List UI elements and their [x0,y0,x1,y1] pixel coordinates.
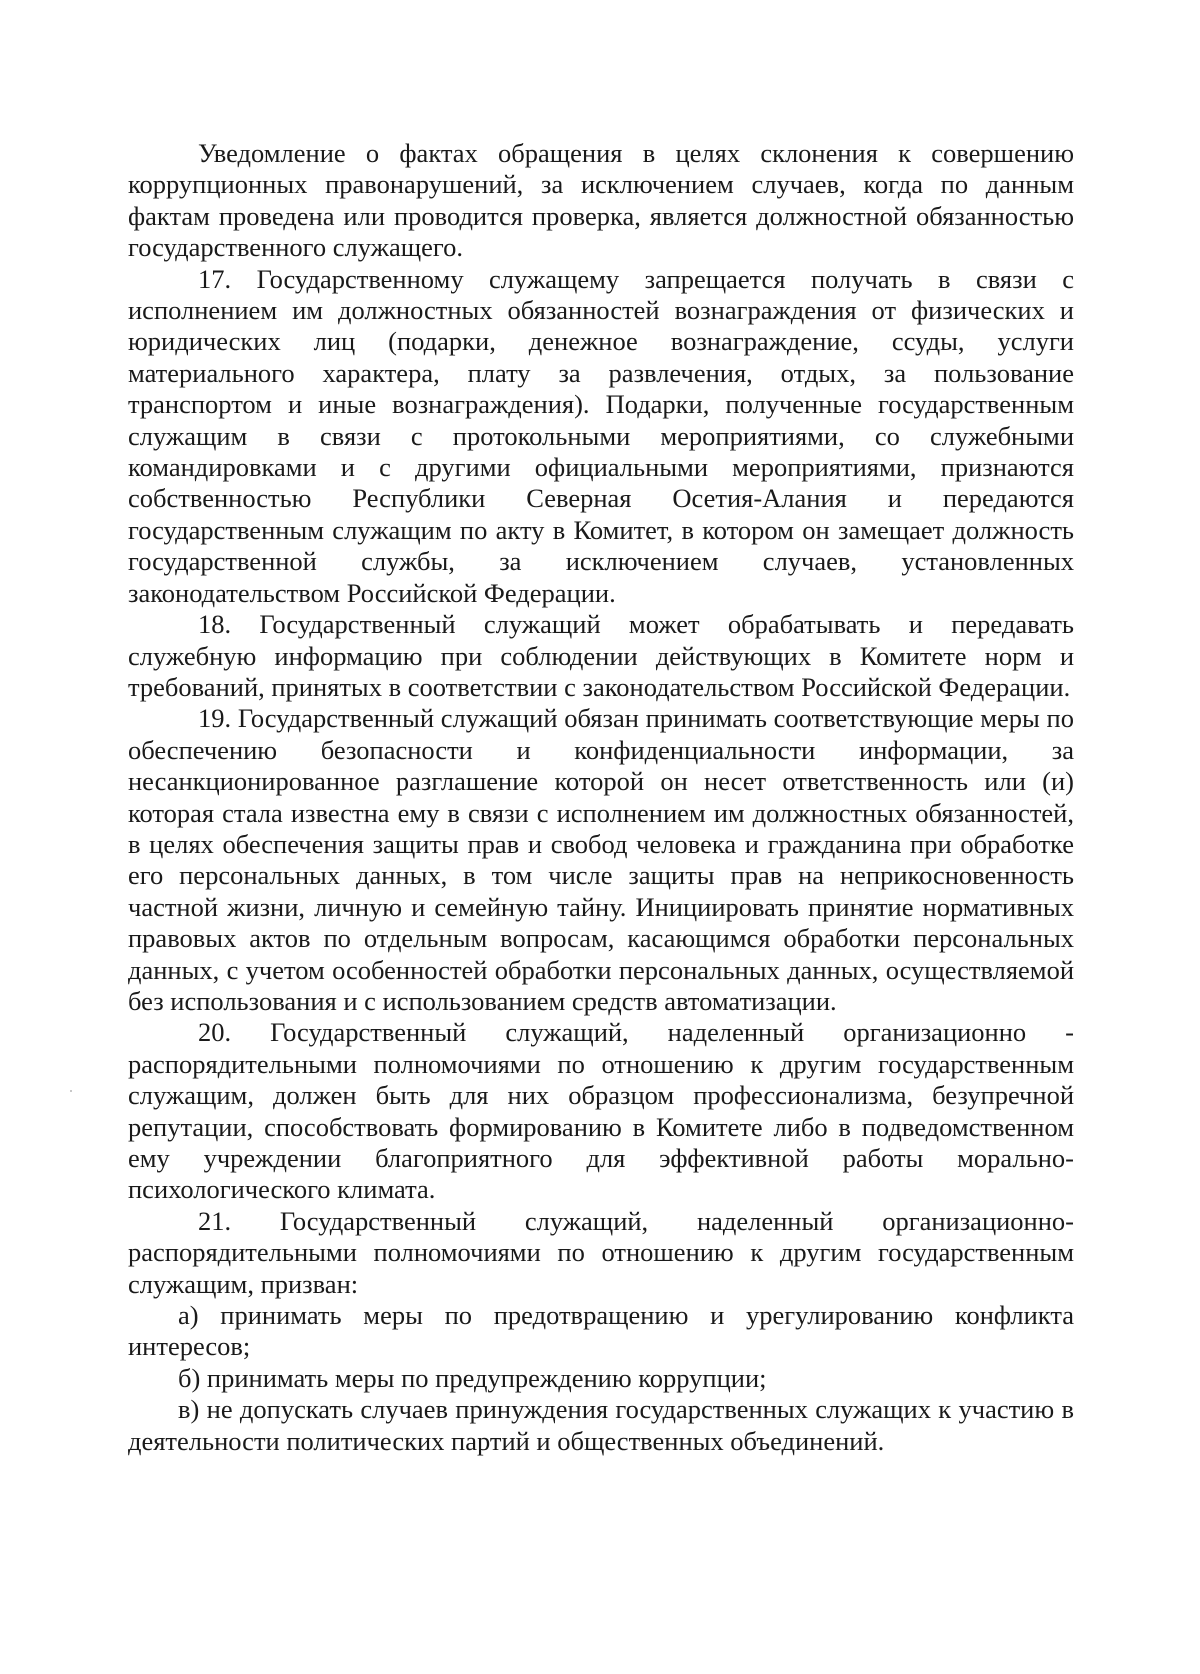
list-item-c: в) не допускать случаев принуждения государственных служащих к участию в деятельности политических партий и общественных объединений. [128,1394,1074,1456]
paragraph-21: 21. Государственный служащий, наделенный организационно-распорядительными полномочиями по отношению к другим государственным служащим, призван: [128,1205,1074,1299]
document-page [128,138,1074,1457]
paragraph-18: 18. Государственный служащий может обрабатывать и передавать служебную информацию при соблюдении действующих в Комитете норм и требований, принятых в соответствии с законодательством Российской Федерации. [128,609,1074,702]
paragraph-19: 19. Государственный служащий обязан принимать соответствующие меры по обеспечению безопасности и конфиденциальности информации, за несанкционированное разглашение которой он несет ответственность или (и) которая стала известна ему в связи с исполнением им должностных обязанностей, в целях обеспечения защиты прав и свобод человека и гражданина при обработке его персональных данных, в том числе защиты прав на неприкосновенность частной жизни, личную и семейную тайну. Инициировать принятие нормативных правовых актов по отдельным вопросам, касающимся обработки персональных данных, с учетом особенностей обработки персональных данных, осуществляемой без использования и с использованием средств автоматизации. [128,703,1074,1016]
scan-speck [70,1090,72,1092]
paragraph-notification: Уведомление о фактах обращения в целях склонения к совершению коррупционных правонарушений, за исключением случаев, когда по данным фактам проведена или проводится проверка, является должностной обязанностью государственного служащего. [128,138,1074,263]
list-item-b: б) принимать меры по предупреждению коррупции; [178,1362,767,1393]
paragraph-20: 20. Государственный служащий, наделенный организационно - распорядительными полномочиями по отношению к другим государственным служащим, должен быть для них образцом профессионализма, безупречной репутации, способствовать формированию в Комитете либо в подведомственном ему учреждении благоприятного для эффективной работы морально-психологического климата. [128,1017,1074,1205]
paragraph-17: 17. Государственному служащему запрещается получать в связи с исполнением им должностных обязанностей вознаграждения от физических и юридических лиц (подарки, денежное вознаграждение, ссуды, услуги материального характера, плату за развлечения, отдых, за пользование транспортом и иные вознаграждения). Подарки, полученные государственным служащим в связи с протокольными мероприятиями, со служебными командировками и с другими официальными мероприятиями, признаются собственностью Республики Северная Осетия-Алания и передаются государственным служащим по акту в Комитет, в котором он замещает должность государственной службы, за исключением случаев, установленных законодательством Российской Федерации. [128,263,1074,608]
list-item-a: а) принимать меры по предотвращению и урегулированию конфликта интересов; [128,1300,1074,1362]
